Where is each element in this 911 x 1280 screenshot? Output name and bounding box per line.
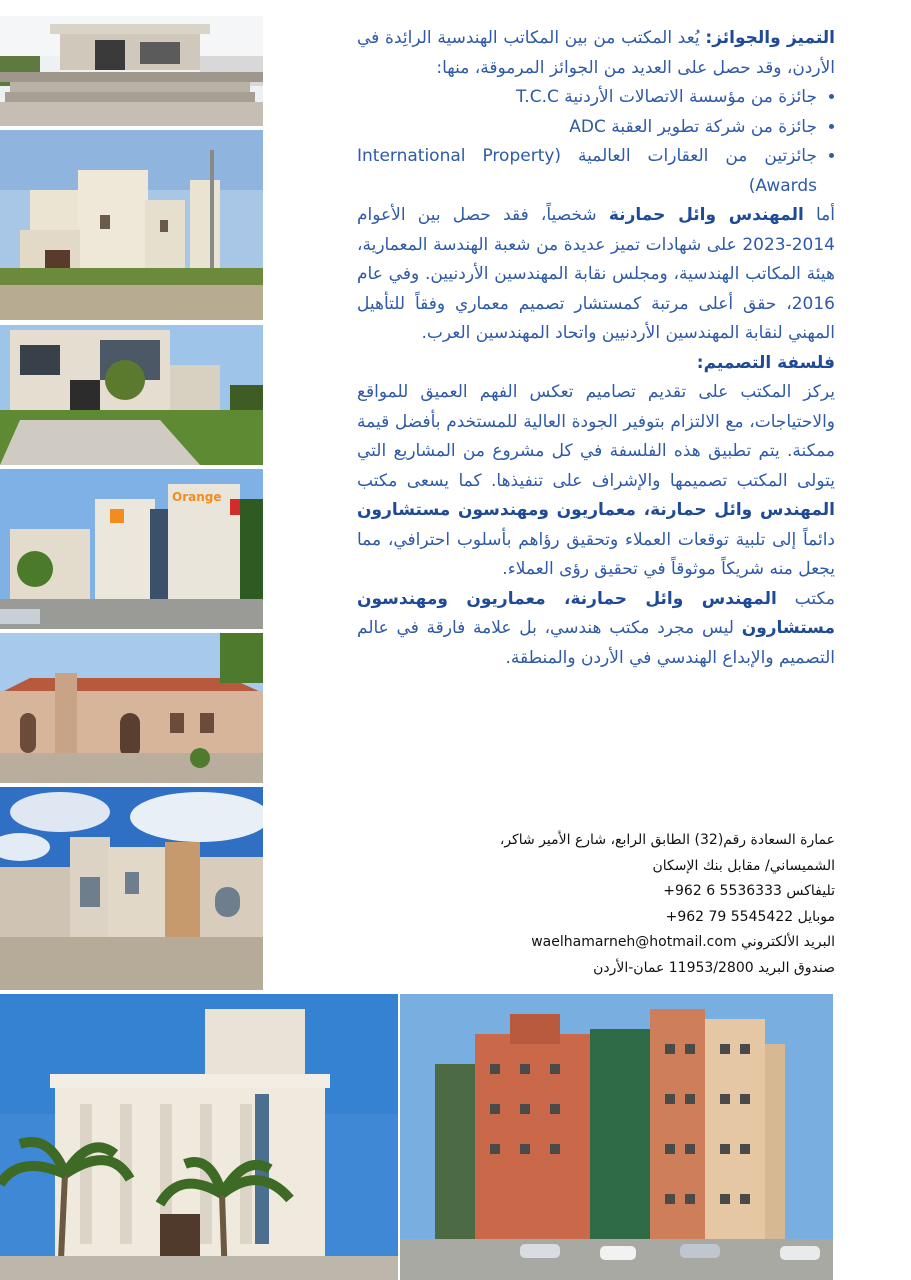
photo-castle-house [0, 130, 263, 320]
firm-name: المهندس وائل حمارنة، معماريون ومهندسون مستشارون [357, 588, 835, 638]
contact-info [495, 828, 835, 981]
email-address[interactable]: waelhamarneh@hotmail.com [531, 934, 737, 950]
award-item: • جائزة من مؤسسة الاتصالات الأردنية T.C.C [357, 83, 817, 113]
philosophy-heading: فلسفة التصميم: [696, 352, 835, 373]
address-line: الشميساني/ مقابل بنك الإسكان [652, 857, 835, 874]
pobox-line: صندوق البريد 11953/2800 عمان-الأردن [593, 959, 835, 976]
photo-red-roof-villa [0, 633, 263, 783]
telefax-number: +962 6 5536333 [663, 883, 782, 899]
award-item: • جائزة من شركة تطوير العقبة ADC [357, 113, 817, 143]
awards-list [357, 83, 835, 201]
photo-modern-house-lawn [0, 325, 263, 465]
email-line: البريد الألكتروني waelhamarneh@hotmail.com [531, 934, 835, 950]
awards-intro: التميز والجوائز: يُعد المكتب من بين المكاتب الهندسية الرائِدة في الأردن، وقد حصل على العديد من الجوائز المرموقة، منها: [357, 28, 836, 78]
award-item: • جائزتين من العقارات العالمية (International Property Awards) [357, 142, 817, 201]
main-text [357, 24, 835, 673]
mobile-number: +962 79 5545422 [665, 908, 794, 925]
photo-orange-building [0, 469, 263, 629]
engineer-name: المهندس وائل حمارنة [608, 205, 804, 225]
photo-modern-villa [0, 16, 263, 126]
philosophy-paragraph: يركز المكتب على تقديم تصاميم تعكس الفهم العميق للمواقع والاحتياجات، مع الالتزام بتوفير الجودة العالية للمستخدم بأفضل قيمة ممكنة. يتم تطبيق هذه الفلسفة في كل مشروع من المشاريع التي يتولى المكتب تصميمها والإشراف على تنفيذها. كما يسعى مكتب المهندس وائل حمارنة، معماريون ومهندسون مستشارون دائماً إلى تلبية توقعات العملاء وتحقيق رؤاهم بأسلوب احترافي، مما يجعل منه شريكاً موثوقاً في تحقيق رؤى العملاء. [357, 382, 835, 579]
address-line: عمارة السعادة رقم(32) الطابق الرابع، شارع الأمير شاكر، [499, 832, 835, 848]
photo-stone-building [0, 787, 263, 990]
closing-paragraph: مكتب المهندس وائل حمارنة، معماريون ومهندسون مستشارون ليس مجرد مكتب هندسي، بل علامة فارقة في عالم التصميم والإبداع الهندسي في الأردن والمنطقة. [357, 588, 835, 668]
photo-colored-tower [400, 994, 833, 1280]
orange-sign: Orange [172, 490, 222, 504]
telefax-line: تليفاكس +962 6 5536333 [663, 883, 835, 899]
awards-heading: التميز والجوائز: [705, 28, 836, 48]
photo-columned-building [0, 994, 398, 1280]
personal-paragraph: أما المهندس وائل حمارنة شخصياً، فقد حصل بين الأعوام 2014-2023 على شهادات تميز عديدة من شعبة الهندسة المعمارية، هيئة المكاتب الهندسية، ومجلس نقابة المهندسين الأردنيين. وفي عام 2016، حقق أعلى مرتبة كمستشار تصميم معماري وفقاً للتأهيل المهني لنقابة المهندسين الأردنيين واتحاد المهندسين العرب. [357, 205, 835, 343]
mobile-line: موبايل +962 79 5545422 [665, 908, 835, 925]
firm-name: المهندس وائل حمارنة، معماريون ومهندسون مستشارون [357, 500, 835, 520]
